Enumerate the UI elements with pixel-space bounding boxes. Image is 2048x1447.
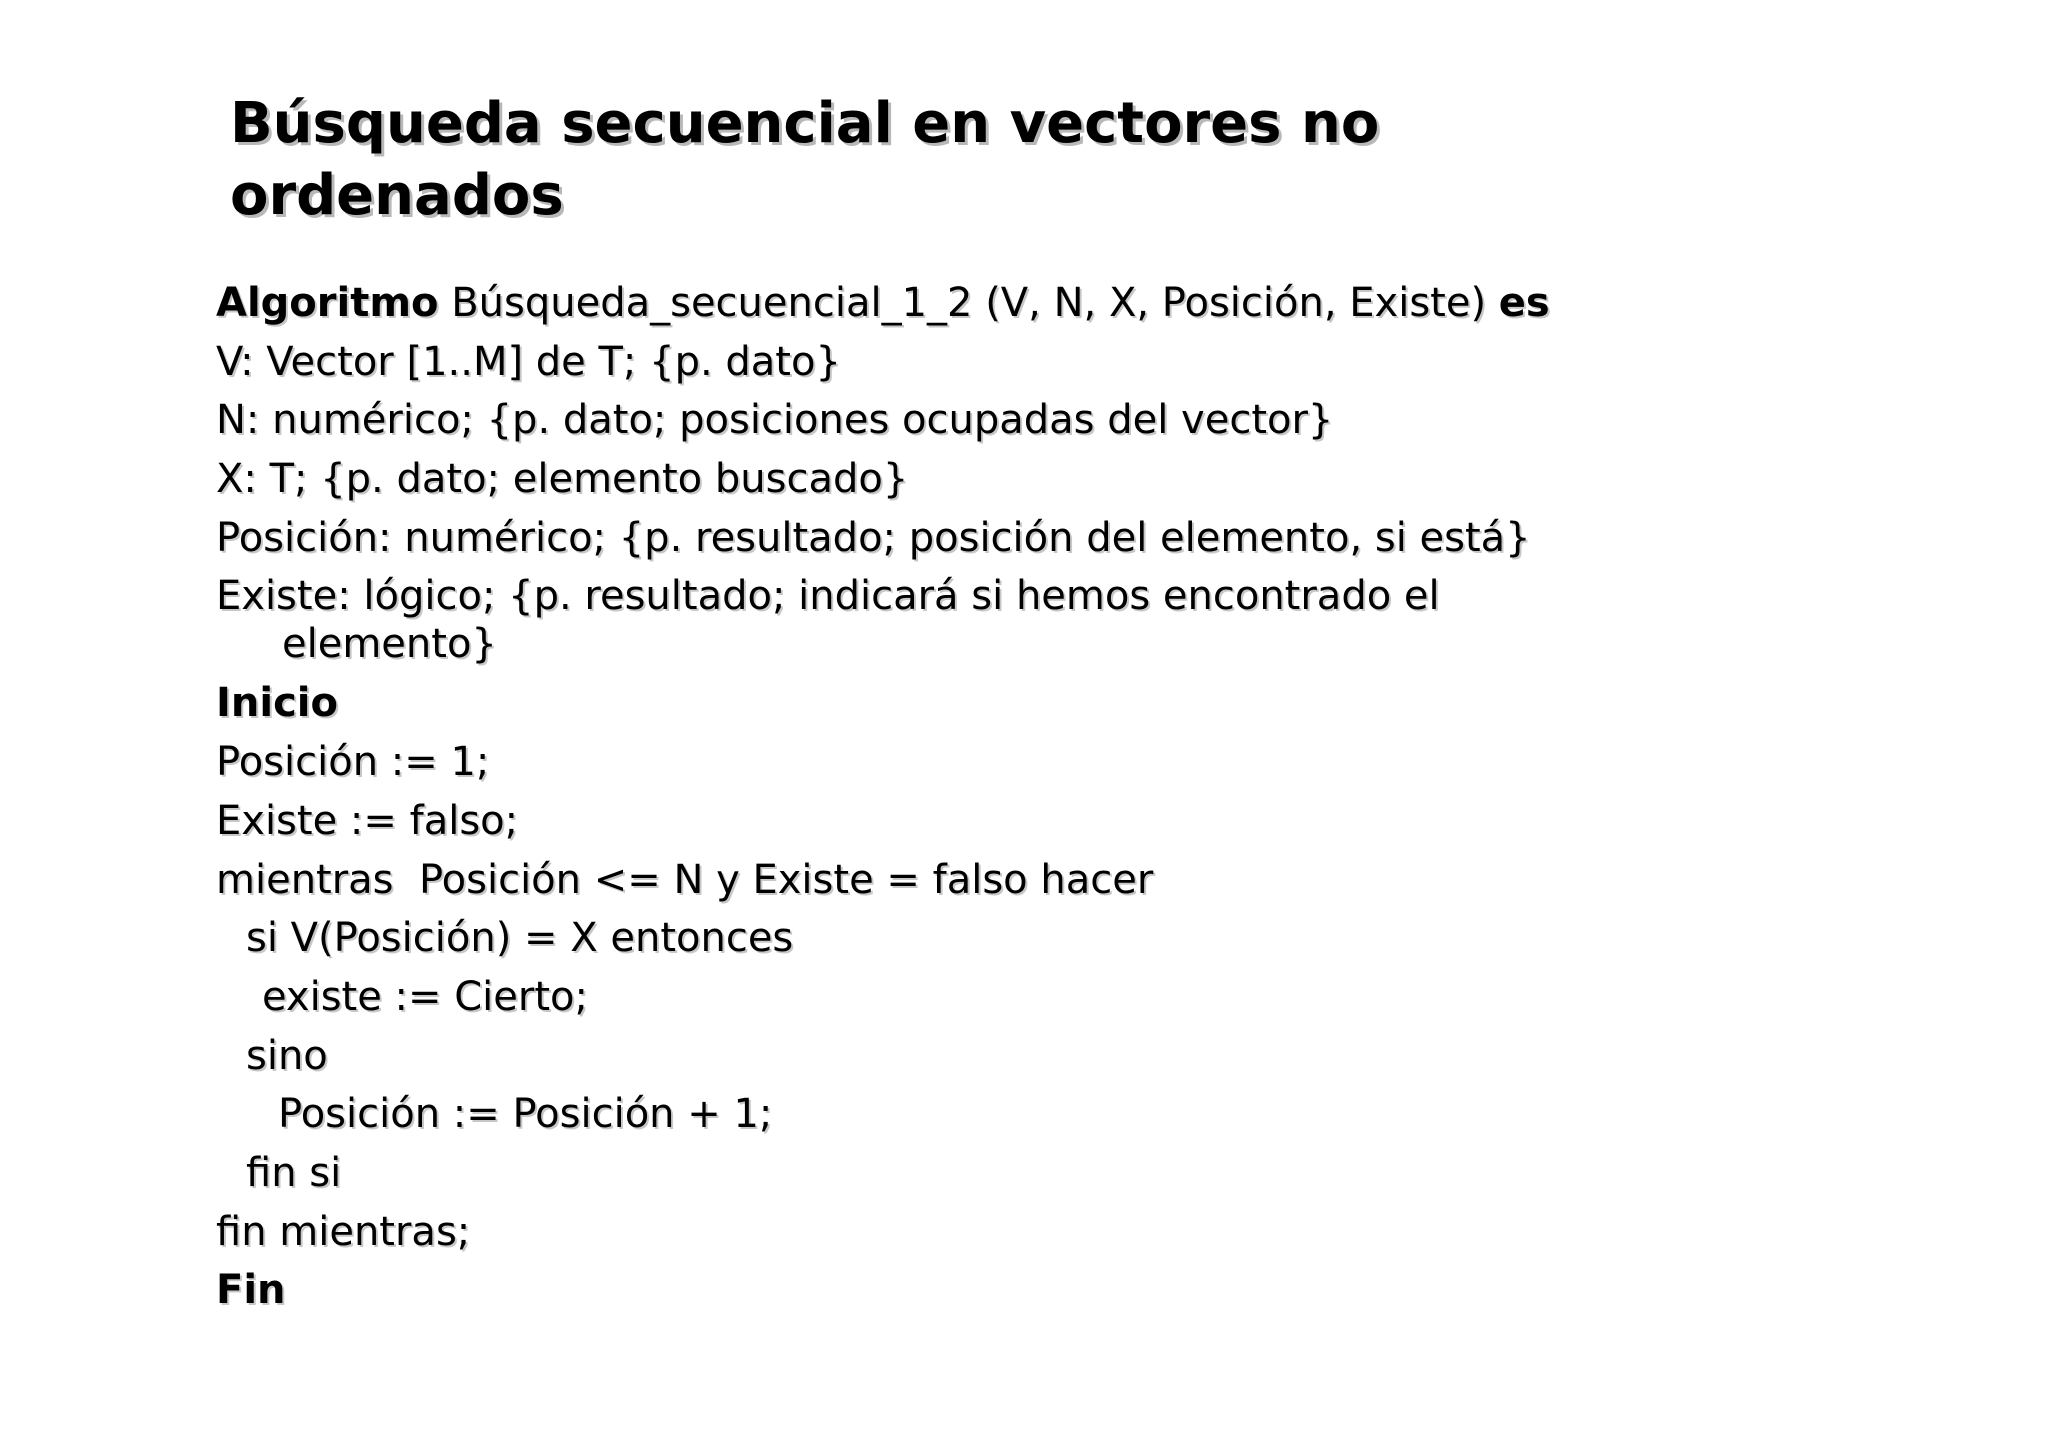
declaration-x: X: T; {p. dato; elemento buscado} [216,456,909,503]
statement-if: si V(Posición) = X entonces [246,915,794,962]
statement-else: sino [246,1032,328,1079]
declaration-v: V: Vector [1..M] de T; {p. dato} [216,338,841,385]
declaration-posicion: Posición: numérico; {p. resultado; posición del elemento, si está} [216,514,1531,561]
algorithm-body [216,274,1788,1320]
keyword-es: es [1498,280,1550,326]
keyword-fin: Fin [216,1267,286,1314]
statement-increment: Posición := Posición + 1; [278,1091,773,1138]
statement-then: existe := Cierto; [262,973,588,1020]
declaration-existe-first: Existe: lógico; {p. resultado; indicará si hemos encontrado el [216,573,1440,620]
slide-title-line-1: Búsqueda secuencial en vectores no [230,91,1380,156]
declaration-existe-continuation: elemento} [282,621,497,668]
statement-posicion-init: Posición := 1; [216,739,490,786]
statement-endwhile: fin mientras; [216,1208,471,1255]
algorithm-header [216,274,1788,333]
statement-endif: fin si [246,1149,342,1196]
slide-title-line-2: ordenados [230,163,564,228]
declaration-n: N: numérico; {p. dato; posiciones ocupadas del vector} [216,397,1334,444]
keyword-algoritmo: Algoritmo [216,280,439,326]
statement-while: mientras Posición <= N y Existe = falso hacer [216,856,1154,903]
algorithm-signature: Búsqueda_secuencial_1_2 (V, N, X, Posición, Existe) [451,280,1487,326]
statement-existe-init: Existe := falso; [216,797,519,844]
slide-title [230,88,1830,232]
keyword-inicio: Inicio [216,680,338,727]
declaration-existe [216,567,1788,668]
